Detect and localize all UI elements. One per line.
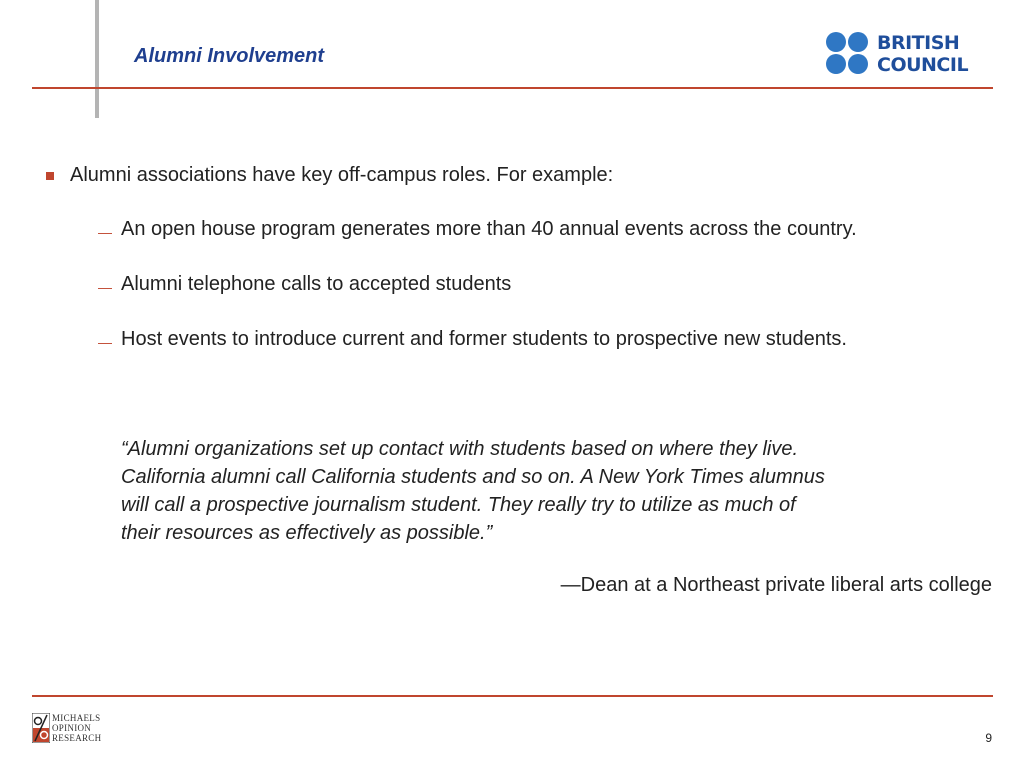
british-council-logo <box>826 32 976 76</box>
michaels-opinion-research-logo <box>32 713 142 743</box>
sub-bullet-text: Alumni telephone calls to accepted students <box>121 273 512 295</box>
sub-bullet-text: Host events to introduce current and former students to prospective new students. <box>121 328 847 350</box>
slide-title: Alumni Involvement <box>134 45 325 67</box>
square-bullet-icon <box>46 172 54 180</box>
dash-bullet-icon: — <box>98 333 112 350</box>
quote-attribution: —Dean at a Northeast private liberal arts college <box>560 574 992 596</box>
main-bullet <box>46 164 613 187</box>
dash-bullet-icon: — <box>98 278 112 295</box>
british-council-wordmark: BRITISH COUNCIL <box>877 32 969 76</box>
sub-bullet <box>98 328 847 351</box>
sub-bullet-text: An open house program generates more than 40 annual events across the country. <box>121 218 857 240</box>
header-divider <box>32 87 993 89</box>
page-number: 9 <box>985 731 992 745</box>
percent-logo-icon <box>32 713 50 743</box>
main-bullet-text: Alumni associations have key off-campus roles. For example: <box>70 164 614 186</box>
quote-line: will call a prospective journalism student. They really try to utilize as much of <box>121 494 796 516</box>
dash-bullet-icon: — <box>98 223 112 240</box>
sub-bullet <box>98 273 511 296</box>
quote-line: their resources as effectively as possible.” <box>121 522 493 544</box>
michaels-opinion-research-wordmark: MICHAELS OPINION RESEARCH <box>52 713 102 743</box>
quote-line: California alumni call California students and so on. A New York Times alumnus <box>121 466 825 488</box>
header-vertical-bar <box>95 0 99 118</box>
british-council-dots-icon <box>826 32 870 76</box>
quote-line: “Alumni organizations set up contact with students based on where they live. <box>121 438 799 460</box>
quote-block <box>121 435 961 547</box>
sub-bullet <box>98 218 857 241</box>
footer-divider <box>32 695 993 697</box>
